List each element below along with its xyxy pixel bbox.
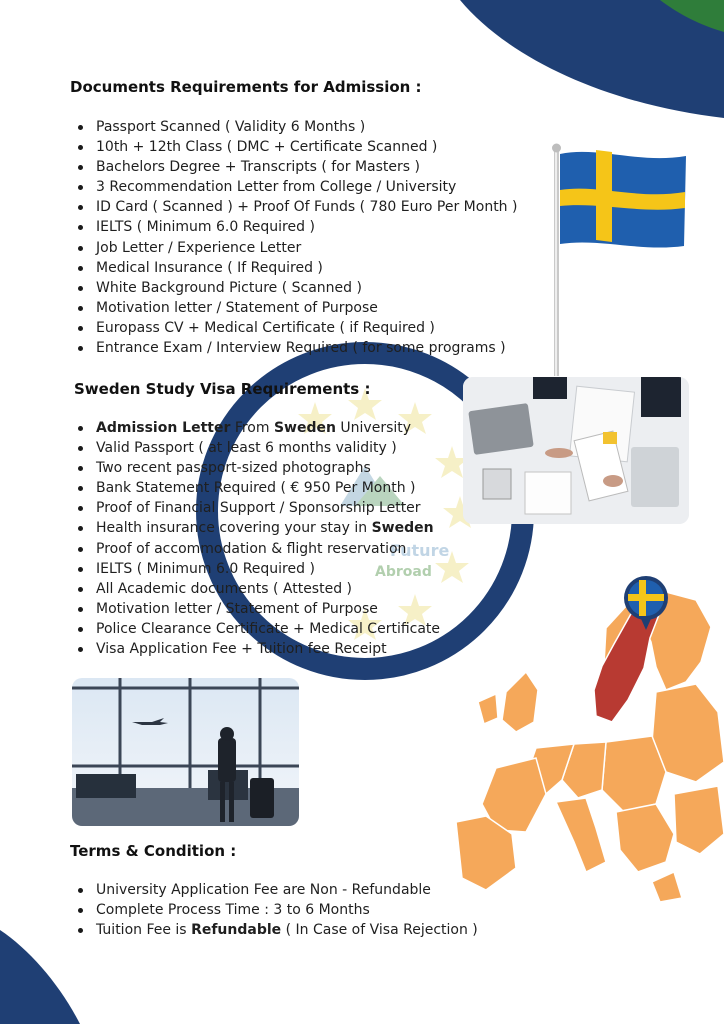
terms-item: University Application Fee are Non - Refundable (70, 880, 478, 900)
sweden-flag-icon (548, 142, 698, 378)
visa-item-text: From (230, 420, 274, 436)
visa-item: Proof of accommodation & flight reservation (70, 539, 440, 559)
visa-item: Valid Passport ( at least 6 months validity ) (70, 438, 440, 458)
bottom-left-corner-decoration (0, 930, 90, 1024)
terms-item: Complete Process Time : 3 to 6 Months (70, 900, 478, 920)
airport-traveler-photo (72, 678, 299, 826)
document-item: Bachelors Degree + Transcripts ( for Masters ) (70, 157, 517, 177)
document-item: Medical Insurance ( If Required ) (70, 258, 517, 278)
visa-item: All Academic documents ( Attested ) (70, 579, 440, 599)
document-item: Entrance Exam / Interview Required ( for some programs ) (70, 338, 517, 358)
document-item: Job Letter / Experience Letter (70, 238, 517, 258)
document-item: Europass CV + Medical Certificate ( if Required ) (70, 318, 517, 338)
terms-item-text: ( In Case of Visa Rejection ) (281, 922, 478, 939)
terms-title: Terms & Condition : (70, 842, 237, 860)
visa-item: Bank Statement Required ( € 950 Per Month ) (70, 478, 440, 498)
visa-item: Motivation letter / Statement of Purpose (70, 599, 440, 619)
visa-item: Two recent passport-sized photographs (70, 458, 440, 478)
visa-item: Visa Application Fee + Tuition fee Receipt (70, 639, 440, 659)
top-right-corner-decoration (430, 0, 724, 125)
documents-title: Documents Requirements for Admission : (70, 78, 422, 96)
visa-item: Police Clearance Certificate + Medical Certificate (70, 619, 440, 639)
visa-list (70, 418, 440, 659)
visa-item (70, 518, 440, 538)
visa-item (70, 418, 440, 438)
document-item: 10th + 12th Class ( DMC + Certificate Scanned ) (70, 137, 517, 157)
watermark-line2: Abroad (375, 564, 432, 580)
europe-map (456, 572, 724, 907)
visa-item: Proof of Financial Support / Sponsorship Letter (70, 498, 440, 518)
document-item: ID Card ( Scanned ) + Proof Of Funds ( 780 Euro Per Month ) (70, 197, 517, 217)
document-item: IELTS ( Minimum 6.0 Required ) (70, 217, 517, 237)
visa-item-text: University (335, 420, 412, 436)
terms-list (70, 880, 478, 940)
document-item: Passport Scanned ( Validity 6 Months ) (70, 117, 517, 137)
visa-item-bold: Sweden (371, 520, 434, 537)
terms-item (70, 920, 478, 940)
desk-paperwork-photo (463, 377, 689, 524)
visa-item-text: Health insurance covering your stay in (96, 520, 372, 537)
visa-item-bold: Admission Letter (96, 420, 231, 436)
terms-item-bold: Refundable (191, 922, 282, 939)
document-item: 3 Recommendation Letter from College / University (70, 177, 517, 197)
document-item: Motivation letter / Statement of Purpose (70, 298, 517, 318)
document-item: White Background Picture ( Scanned ) (70, 278, 517, 298)
documents-list (70, 117, 517, 358)
terms-item-text: Tuition Fee is (96, 922, 192, 939)
visa-item: IELTS ( Minimum 6.0 Required ) (70, 559, 440, 579)
visa-item-bold: Sweden (273, 420, 336, 436)
watermark-line1: Future (390, 541, 450, 560)
visa-title: Sweden Study Visa Requirements : (74, 380, 371, 398)
